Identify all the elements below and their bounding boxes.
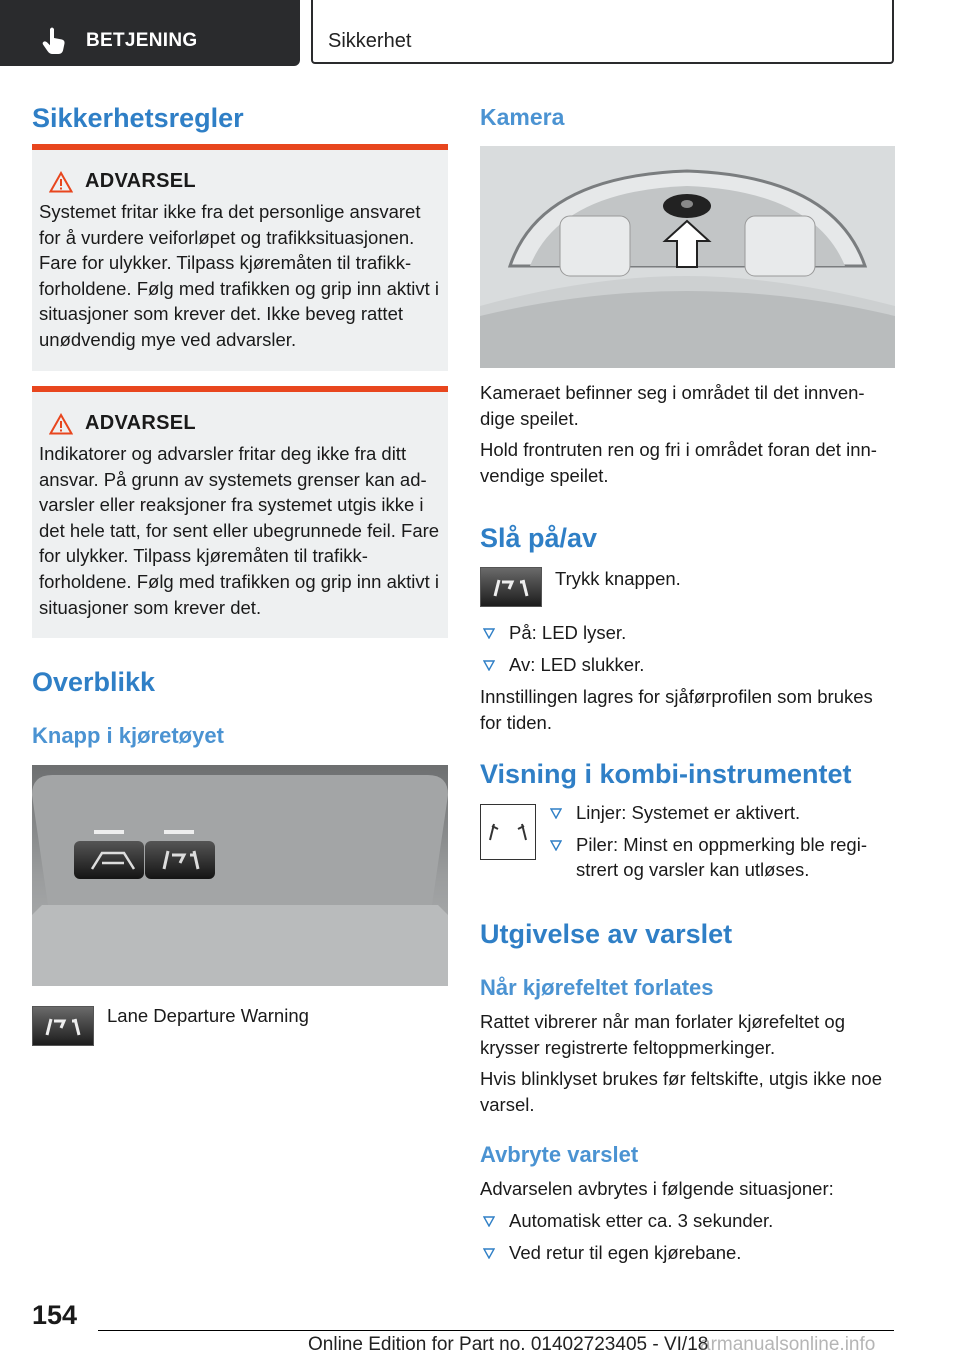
- page-number: 154: [32, 1300, 78, 1330]
- list-item: Linjer: Systemet er aktivert.: [547, 800, 895, 826]
- lane-departure-button-icon: [480, 567, 542, 607]
- leaving-paragraph-1: Rattet vibrerer når man forlater kjørefeltet og krysser registrerte feltoppmerkinger.: [480, 1011, 846, 1058]
- triangle-bullet-icon: [483, 1216, 495, 1227]
- chapter-label: Sikkerhet: [328, 30, 412, 52]
- triangle-bullet-icon: [550, 840, 562, 851]
- warning-heading: ADVARSEL: [85, 412, 196, 434]
- camera-paragraph-2: Hold frontruten ren og fri i området foran det inn-vendige speilet.: [480, 439, 877, 486]
- safety-title: Sikkerhetsregler: [32, 103, 244, 133]
- onoff-note: Innstillingen lagres for sjåførprofilen som brukes for tiden.: [480, 686, 873, 733]
- warning-heading: ADVARSEL: [85, 170, 196, 192]
- footer-divider: [98, 1330, 894, 1331]
- hand-pointer-icon: [42, 26, 68, 54]
- triangle-bullet-icon: [483, 628, 495, 639]
- cancel-intro: Advarselen avbrytes i følgende situasjoner:: [480, 1178, 834, 1199]
- triangle-bullet-icon: [550, 808, 562, 819]
- watermark-text: armanualsonline.info: [700, 1334, 876, 1355]
- display-title: Visning i kombi-instrumentet: [480, 759, 852, 789]
- onoff-title: Slå på/av: [480, 523, 598, 553]
- triangle-bullet-icon: [483, 660, 495, 671]
- cancel-subtitle: Avbryte varslet: [480, 1142, 639, 1167]
- warning-text: Systemet fritar ikke fra det personlige ansvaret for å vurdere veiforløpet og trafikksituasjonen. Fare for ulykker. Tilpass kjøremåten til trafikk-forholdene. Følg med trafikken og grip inn aktivt i situasjoner som krever det. Ikke beveg rattet unødvendig mye ved advarsler.: [39, 201, 439, 350]
- warning-text: Indikatorer og advarsler fritar deg ikke fra ditt ansvar. På grunn av systemets grenser kan ad-varsler eller reaksjoner fra systemet utgis ikke i det hele tatt, for sent eller ubegrunnede feil. Fare for ulykker. Tilpass kjøremåten til trafikk-forholdene. Følg med trafikken og grip inn aktivt i situasjoner som krever det.: [39, 443, 440, 618]
- leaving-subtitle: Når kjørefeltet forlates: [480, 975, 714, 1000]
- list-item: Automatisk etter ca. 3 sekunder.: [480, 1208, 895, 1234]
- button-caption: Lane Departure Warning: [107, 1005, 309, 1026]
- list-item: Av: LED slukker.: [480, 652, 895, 678]
- chapter-tab: [311, 0, 894, 64]
- leaving-paragraph-2: Hvis blinklyset brukes før feltskifte, utgis ikke noe varsel.: [480, 1068, 883, 1115]
- onoff-list: [480, 620, 895, 683]
- warning-box-2: [32, 386, 448, 638]
- triangle-bullet-icon: [483, 1248, 495, 1259]
- camera-location-photo: [480, 146, 895, 368]
- release-title: Utgivelse av varslet: [480, 919, 733, 949]
- vehicle-button-photo: [32, 765, 448, 986]
- section-tab: [0, 0, 300, 66]
- lane-departure-button-icon: [32, 1006, 94, 1046]
- warning-triangle-icon: [49, 413, 73, 435]
- overview-title: Overblikk: [32, 667, 156, 697]
- section-label: BETJENING: [86, 30, 198, 51]
- warning-box-1: [32, 144, 448, 371]
- lane-lines-display-icon: [480, 804, 536, 860]
- onoff-instruction: Trykk knappen.: [555, 568, 681, 589]
- list-item: Ved retur til egen kjørebane.: [480, 1240, 895, 1266]
- camera-title: Kamera: [480, 104, 565, 130]
- button-subtitle: Knapp i kjøretøyet: [32, 723, 224, 748]
- edition-text: Online Edition for Part no. 01402723405 - VI/18: [308, 1334, 709, 1355]
- camera-paragraph-1: Kameraet befinner seg i området til det innven-dige speilet.: [480, 382, 865, 429]
- warning-triangle-icon: [49, 171, 73, 193]
- cancel-list: [480, 1208, 895, 1271]
- list-item: Piler: Minst en oppmerking ble regi-strert og varsler kan utløses.: [547, 832, 895, 883]
- list-item: På: LED lyser.: [480, 620, 895, 646]
- display-list: [547, 800, 895, 889]
